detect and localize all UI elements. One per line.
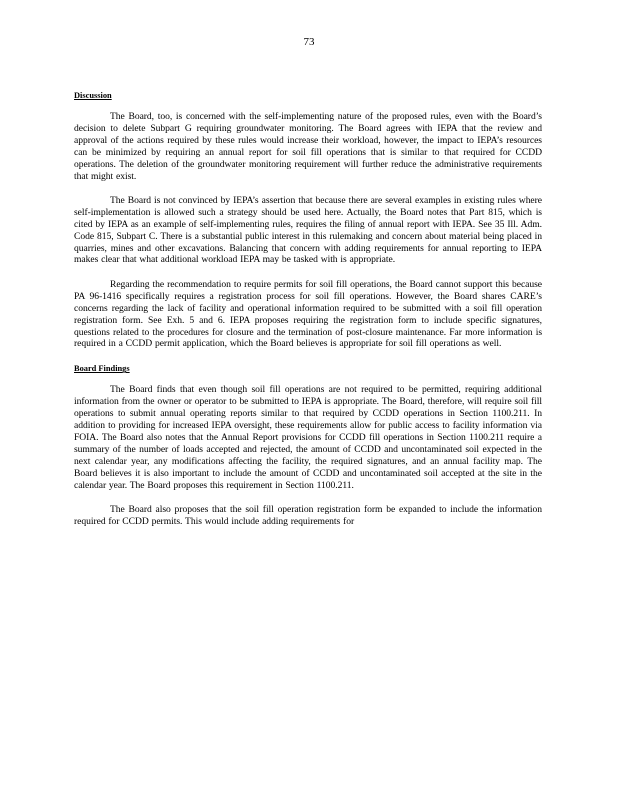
board-findings-paragraph-1: The Board finds that even though soil fill operations are not required to be permitted, requiring additional information from the owner or operator to be submitted to IEPA is appropriate. The Board, therefore, will require soil fill operations to submit annual operating reports similar to that required by CCDD operations in Section 1100.211. In addition to providing for increased IEPA oversight, these requirements allow for public access to facility information via FOIA. The Board also notes that the Annual Report provisions for CCDD fill operations in Section 1100.211 require a summary of the number of loads accepted and rejected, the amount of CCDD and uncontaminated soil expected in the next calendar year, any modifications affecting the facility, the required signatures, and an annual facility map. The Board believes it is also important to include the amount of CCDD and uncontaminated soil accepted at the site in the calendar year. The Board proposes this requirement in Section 1100.211. [74, 384, 542, 491]
board-findings-heading: Board Findings [74, 364, 130, 374]
page-body [74, 90, 542, 540]
discussion-paragraph-2: The Board is not convinced by IEPA’s assertion that because there are several examples in existing rules where self-implementation is allowed such a strategy should be used here. Actually, the Board notes that Part 815, which is cited by IEPA as an example of self-implementing rules, requires the filing of annual report with IEPA. See 35 Ill. Adm. Code 815, Subpart C. There is a substantial public interest in this rulemaking and concern about material being placed in quarries, mines and other excavations. Balancing that concern with adding requirements for annual reporting to IEPA makes clear that what additional workload IEPA may be tasked with is appropriate. [74, 194, 542, 266]
board-findings-paragraph-2: The Board also proposes that the soil fill operation registration form be expanded to include the information required for CCDD permits. This would include adding requirements for [74, 503, 542, 527]
discussion-heading: Discussion [74, 91, 112, 100]
page-number: 73 [303, 36, 315, 48]
discussion-paragraph-3: Regarding the recommendation to require permits for soil fill operations, the Board cannot support this because PA 96-1416 specifically requires a registration process for soil fill operations. However, the Board shares CARE’s concerns regarding the lack of facility and operational information required to be submitted with a soil fill operation registration form. See Exh. 5 and 6. IEPA proposes requiring the registration form to include specific signatures, questions related to the procedures for closure and the termination of post-closure maintenance. Far more information is required in a CCDD permit application, which the Board believes is appropriate for soil fill operations as well. [74, 278, 542, 350]
discussion-paragraph-1: The Board, too, is concerned with the self-implementing nature of the proposed rules, even with the Board’s decision to delete Subpart G requiring groundwater monitoring. The Board agrees with IEPA that the review and approval of the actions required by these rules would increase their workload, however, the impact to IEPA’s resources can be minimized by requiring an annual report for soil fill operations that is similar to that required for CCDD operations. The deletion of the groundwater monitoring requirement will further reduce the administrative requirements that might exist. [74, 111, 542, 182]
